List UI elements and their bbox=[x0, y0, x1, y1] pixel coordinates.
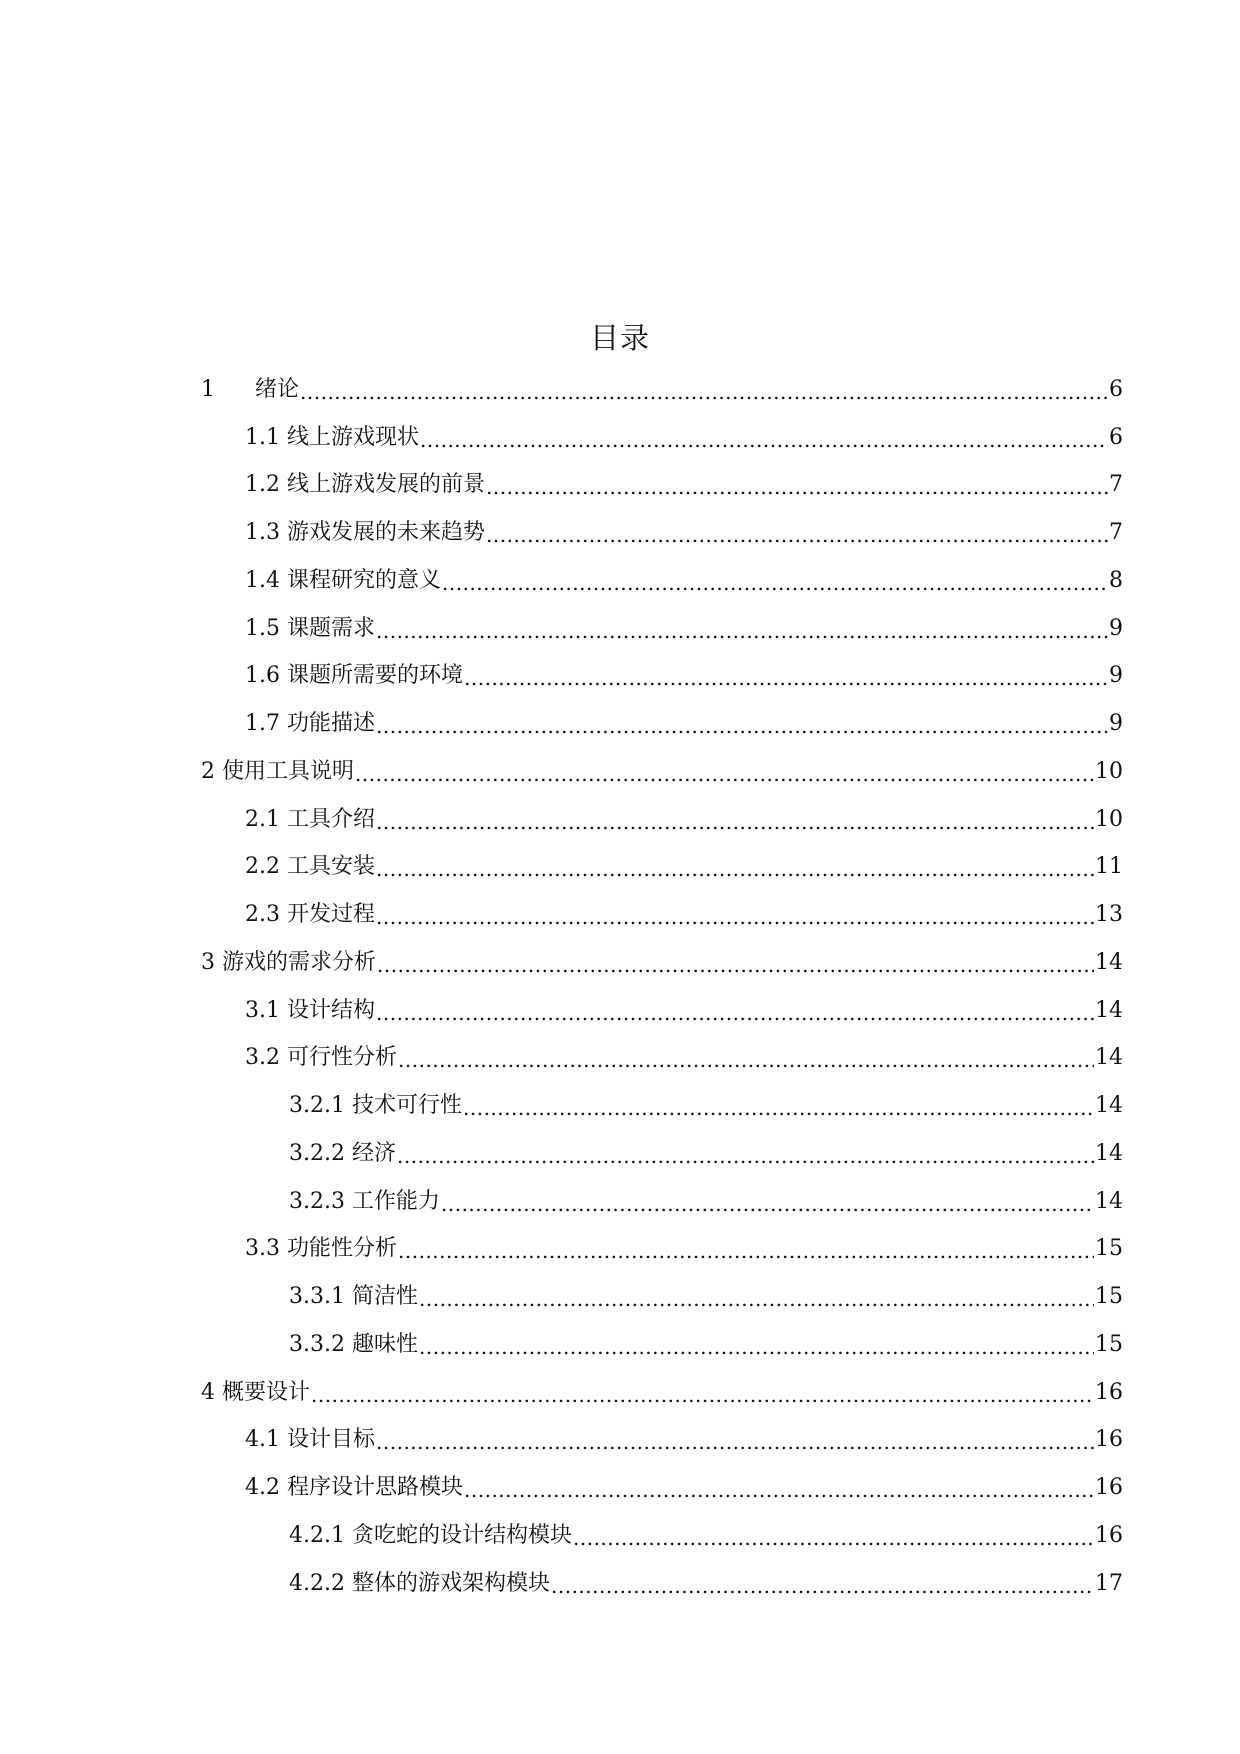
dot-leader bbox=[376, 711, 1108, 741]
toc-entry[interactable] bbox=[0, 1082, 1240, 1130]
toc-entry[interactable] bbox=[0, 509, 1240, 557]
toc-entry-heading bbox=[201, 948, 376, 978]
toc-page-number: 11 bbox=[1095, 854, 1123, 880]
toc-entry-number: 2.2 bbox=[245, 854, 280, 880]
toc-entry-number: 2.1 bbox=[245, 806, 280, 832]
dot-leader bbox=[398, 1236, 1094, 1266]
toc-entry-heading bbox=[245, 1473, 463, 1503]
table-of-contents bbox=[0, 366, 1240, 1608]
dot-leader bbox=[398, 1045, 1094, 1075]
toc-page-number: 16 bbox=[1095, 1522, 1123, 1548]
toc-entry-heading bbox=[245, 852, 375, 882]
toc-entry-number: 3.3 bbox=[245, 1236, 280, 1262]
toc-entry-label: 设计目标 bbox=[287, 1427, 376, 1453]
toc-entry-heading bbox=[245, 805, 375, 835]
dot-leader bbox=[397, 1141, 1094, 1171]
toc-entry-heading bbox=[245, 996, 375, 1026]
toc-entry-number: 4.2 bbox=[245, 1475, 280, 1501]
toc-entry[interactable] bbox=[0, 557, 1240, 605]
toc-entry-number: 3.2.1 bbox=[289, 1093, 345, 1119]
toc-page-number: 14 bbox=[1095, 1188, 1123, 1214]
toc-entry-number: 1.2 bbox=[245, 472, 280, 498]
dot-leader bbox=[441, 1189, 1094, 1219]
toc-page-number: 16 bbox=[1095, 1379, 1123, 1405]
toc-page-number: 10 bbox=[1095, 758, 1123, 784]
dot-leader bbox=[376, 902, 1094, 932]
toc-page-number: 6 bbox=[1109, 376, 1123, 402]
toc-page-number: 10 bbox=[1095, 806, 1123, 832]
toc-entry-label: 游戏发展的未来趋势 bbox=[287, 520, 486, 546]
dot-leader bbox=[420, 425, 1108, 455]
toc-entry-label: 经济 bbox=[351, 1140, 396, 1166]
toc-entry-heading bbox=[201, 757, 354, 787]
dot-leader bbox=[551, 1571, 1094, 1601]
toc-entry[interactable] bbox=[0, 1178, 1240, 1226]
dot-leader bbox=[486, 472, 1108, 502]
toc-entry-number: 3.1 bbox=[245, 997, 280, 1023]
toc-entry-label: 程序设计思路模块 bbox=[287, 1475, 464, 1501]
toc-entry-label: 线上游戏发展的前景 bbox=[287, 472, 486, 498]
toc-entry-heading bbox=[289, 1091, 462, 1121]
dot-leader bbox=[377, 950, 1094, 980]
toc-entry-label: 游戏的需求分析 bbox=[222, 949, 377, 975]
toc-entry-number: 3.2.3 bbox=[289, 1188, 345, 1214]
toc-page-number: 16 bbox=[1095, 1475, 1123, 1501]
toc-entry[interactable] bbox=[0, 462, 1240, 510]
toc-entry-label: 设计结构 bbox=[287, 997, 376, 1023]
toc-page-number: 15 bbox=[1095, 1284, 1123, 1310]
toc-entry-number: 3 bbox=[201, 949, 215, 975]
dot-leader bbox=[376, 1427, 1094, 1457]
toc-page-number: 9 bbox=[1109, 663, 1123, 689]
toc-entry[interactable] bbox=[0, 605, 1240, 653]
toc-entry-heading bbox=[245, 1234, 397, 1264]
toc-entry[interactable] bbox=[0, 366, 1240, 414]
toc-entry[interactable] bbox=[0, 1226, 1240, 1274]
toc-entry-heading bbox=[289, 1569, 550, 1599]
toc-entry[interactable] bbox=[0, 1417, 1240, 1465]
toc-entry-heading bbox=[289, 1282, 418, 1312]
dot-leader bbox=[311, 1380, 1094, 1410]
toc-entry[interactable] bbox=[0, 653, 1240, 701]
toc-entry-number: 4.2.2 bbox=[289, 1570, 345, 1596]
toc-entry[interactable] bbox=[0, 1560, 1240, 1608]
toc-entry-heading bbox=[289, 1187, 440, 1217]
toc-entry-label: 课题所需要的环境 bbox=[287, 663, 464, 689]
toc-entry-number: 4.1 bbox=[245, 1427, 280, 1453]
toc-entry-number: 1.7 bbox=[245, 711, 280, 737]
toc-entry-number: 3.2.2 bbox=[289, 1140, 345, 1166]
dot-leader bbox=[486, 520, 1108, 550]
toc-entry-heading bbox=[245, 614, 375, 644]
dot-leader bbox=[419, 1332, 1094, 1362]
toc-entry-number: 2.3 bbox=[245, 902, 280, 928]
toc-page-number: 6 bbox=[1109, 424, 1123, 450]
toc-entry-label: 功能描述 bbox=[287, 711, 376, 737]
toc-entry-number: 1.3 bbox=[245, 520, 280, 546]
dot-leader bbox=[376, 807, 1094, 837]
toc-page-number: 16 bbox=[1095, 1427, 1123, 1453]
toc-entry[interactable] bbox=[0, 844, 1240, 892]
toc-entry[interactable] bbox=[0, 1369, 1240, 1417]
toc-page-number: 15 bbox=[1095, 1236, 1123, 1262]
dot-leader bbox=[442, 568, 1108, 598]
toc-page-number: 9 bbox=[1109, 711, 1123, 737]
toc-entry-heading bbox=[289, 1139, 396, 1169]
toc-entry-label: 课题需求 bbox=[287, 615, 376, 641]
toc-entry[interactable] bbox=[0, 796, 1240, 844]
toc-entry[interactable] bbox=[0, 1512, 1240, 1560]
toc-entry-label: 工具介绍 bbox=[287, 806, 376, 832]
toc-entry[interactable] bbox=[0, 939, 1240, 987]
toc-entry-number: 1.1 bbox=[245, 424, 280, 450]
toc-entry-number: 4 bbox=[201, 1379, 215, 1405]
toc-entry-heading bbox=[201, 375, 299, 405]
toc-entry-heading bbox=[289, 1330, 418, 1360]
toc-entry-label: 可行性分析 bbox=[287, 1045, 398, 1071]
toc-entry-label: 功能性分析 bbox=[287, 1236, 398, 1262]
toc-entry-number: 1.4 bbox=[245, 567, 280, 593]
toc-page-number: 7 bbox=[1109, 472, 1123, 498]
toc-entry-number: 1.6 bbox=[245, 663, 280, 689]
toc-entry-heading bbox=[245, 709, 375, 739]
toc-entry[interactable] bbox=[0, 1035, 1240, 1083]
toc-entry[interactable] bbox=[0, 1321, 1240, 1369]
toc-entry-heading bbox=[201, 1378, 310, 1408]
toc-entry-label: 开发过程 bbox=[287, 902, 376, 928]
toc-entry-label: 工作能力 bbox=[351, 1188, 440, 1214]
toc-entry-number: 1 bbox=[201, 376, 215, 402]
toc-entry-number: 3.3.1 bbox=[289, 1284, 345, 1310]
toc-entry-number: 1.5 bbox=[245, 615, 280, 641]
toc-entry-heading bbox=[245, 470, 485, 500]
toc-entry-label: 工具安装 bbox=[287, 854, 376, 880]
toc-entry[interactable] bbox=[0, 891, 1240, 939]
toc-entry-label: 贪吃蛇的设计结构模块 bbox=[351, 1522, 572, 1548]
toc-page-number: 13 bbox=[1095, 902, 1123, 928]
dot-leader bbox=[573, 1523, 1094, 1553]
toc-entry-number: 3.2 bbox=[245, 1045, 280, 1071]
toc-page-number: 17 bbox=[1095, 1570, 1123, 1596]
dot-leader bbox=[463, 1093, 1094, 1123]
dot-leader bbox=[355, 759, 1094, 789]
toc-title: 目录 bbox=[589, 321, 650, 355]
toc-entry-heading bbox=[245, 900, 375, 930]
toc-entry-label: 课程研究的意义 bbox=[287, 567, 442, 593]
toc-entry-number: 2 bbox=[201, 758, 215, 784]
toc-entry[interactable] bbox=[0, 748, 1240, 796]
toc-page-number: 9 bbox=[1109, 615, 1123, 641]
toc-entry-heading bbox=[245, 423, 419, 453]
dot-leader bbox=[419, 1284, 1094, 1314]
toc-entry-label: 绪论 bbox=[255, 376, 300, 402]
dot-leader bbox=[376, 998, 1094, 1028]
toc-entry-label: 整体的游戏架构模块 bbox=[351, 1570, 550, 1596]
dot-leader bbox=[464, 1475, 1094, 1505]
toc-page-number: 14 bbox=[1095, 997, 1123, 1023]
toc-entry-label: 趣味性 bbox=[351, 1331, 418, 1357]
toc-entry-heading bbox=[289, 1521, 572, 1551]
toc-page-number: 14 bbox=[1095, 1140, 1123, 1166]
toc-page-number: 14 bbox=[1095, 949, 1123, 975]
toc-entry[interactable] bbox=[0, 1130, 1240, 1178]
toc-page-number: 14 bbox=[1095, 1045, 1123, 1071]
toc-entry-number: 3.3.2 bbox=[289, 1331, 345, 1357]
toc-page-number: 14 bbox=[1095, 1093, 1123, 1119]
toc-page-number: 8 bbox=[1109, 567, 1123, 593]
toc-entry-number: 4.2.1 bbox=[289, 1522, 345, 1548]
toc-entry-label: 使用工具说明 bbox=[222, 758, 355, 784]
toc-entry-label: 线上游戏现状 bbox=[287, 424, 420, 450]
toc-entry-heading bbox=[245, 661, 463, 691]
toc-page-number: 15 bbox=[1095, 1331, 1123, 1357]
dot-leader bbox=[300, 377, 1108, 407]
toc-entry-heading bbox=[245, 518, 485, 548]
toc-entry-label: 技术可行性 bbox=[351, 1093, 462, 1119]
toc-entry-label: 简洁性 bbox=[351, 1284, 418, 1310]
dot-leader bbox=[464, 663, 1108, 693]
toc-entry-heading bbox=[245, 1425, 375, 1455]
toc-entry[interactable] bbox=[0, 987, 1240, 1035]
toc-entry[interactable] bbox=[0, 1273, 1240, 1321]
toc-entry[interactable] bbox=[0, 700, 1240, 748]
toc-entry[interactable] bbox=[0, 1464, 1240, 1512]
toc-page-number: 7 bbox=[1109, 520, 1123, 546]
toc-entry-heading bbox=[245, 1043, 397, 1073]
dot-leader bbox=[376, 854, 1094, 884]
dot-leader bbox=[376, 616, 1108, 646]
toc-entry[interactable] bbox=[0, 414, 1240, 462]
toc-entry-heading bbox=[245, 566, 441, 596]
toc-entry-label: 概要设计 bbox=[222, 1379, 311, 1405]
